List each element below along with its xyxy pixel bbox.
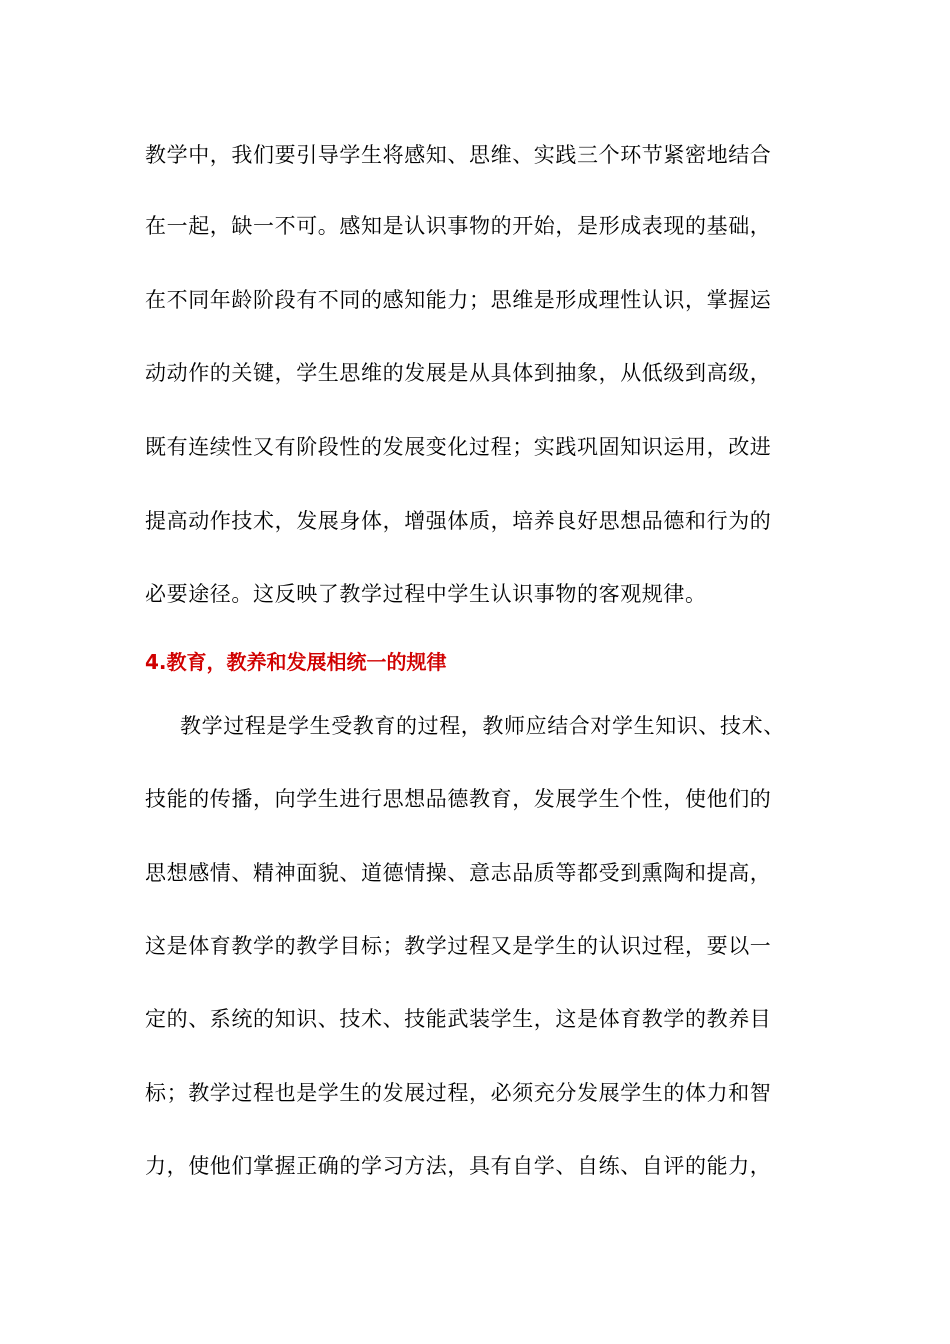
text-line: 力，使他们掌握正确的学习方法，具有自学、自练、自评的能力，	[145, 1154, 772, 1178]
section-heading: 4.教育，教养和发展相统一的规律	[145, 650, 447, 674]
text-line: 动动作的关键，学生思维的发展是从具体到抽象，从低级到高级，	[145, 361, 772, 385]
text-line: 这是体育教学的教学目标；教学过程又是学生的认识过程，要以一	[145, 934, 772, 958]
text-line: 在不同年龄阶段有不同的感知能力；思维是形成理性认识，掌握运	[145, 288, 772, 312]
text-line: 教学过程是学生受教育的过程，教师应结合对学生知识、技术、	[180, 714, 785, 738]
text-line: 技能的传播，向学生进行思想品德教育，发展学生个性，使他们的	[145, 787, 772, 811]
text-line: 在一起，缺一不可。感知是认识事物的开始，是形成表现的基础，	[145, 214, 772, 238]
text-line: 标；教学过程也是学生的发展过程，必须充分发展学生的体力和智	[145, 1081, 772, 1105]
text-line: 思想感情、精神面貌、道德情操、意志品质等都受到熏陶和提高，	[145, 861, 772, 885]
text-line: 必要途径。这反映了教学过程中学生认识事物的客观规律。	[145, 582, 707, 606]
text-line: 定的、系统的知识、技术、技能武装学生，这是体育教学的教养目	[145, 1007, 772, 1031]
text-line: 教学中，我们要引导学生将感知、思维、实践三个环节紧密地结合	[145, 143, 772, 167]
text-line: 提高动作技术，发展身体，增强体质，培养良好思想品德和行为的	[145, 509, 772, 533]
text-line: 既有连续性又有阶段性的发展变化过程；实践巩固知识运用，改进	[145, 435, 772, 459]
